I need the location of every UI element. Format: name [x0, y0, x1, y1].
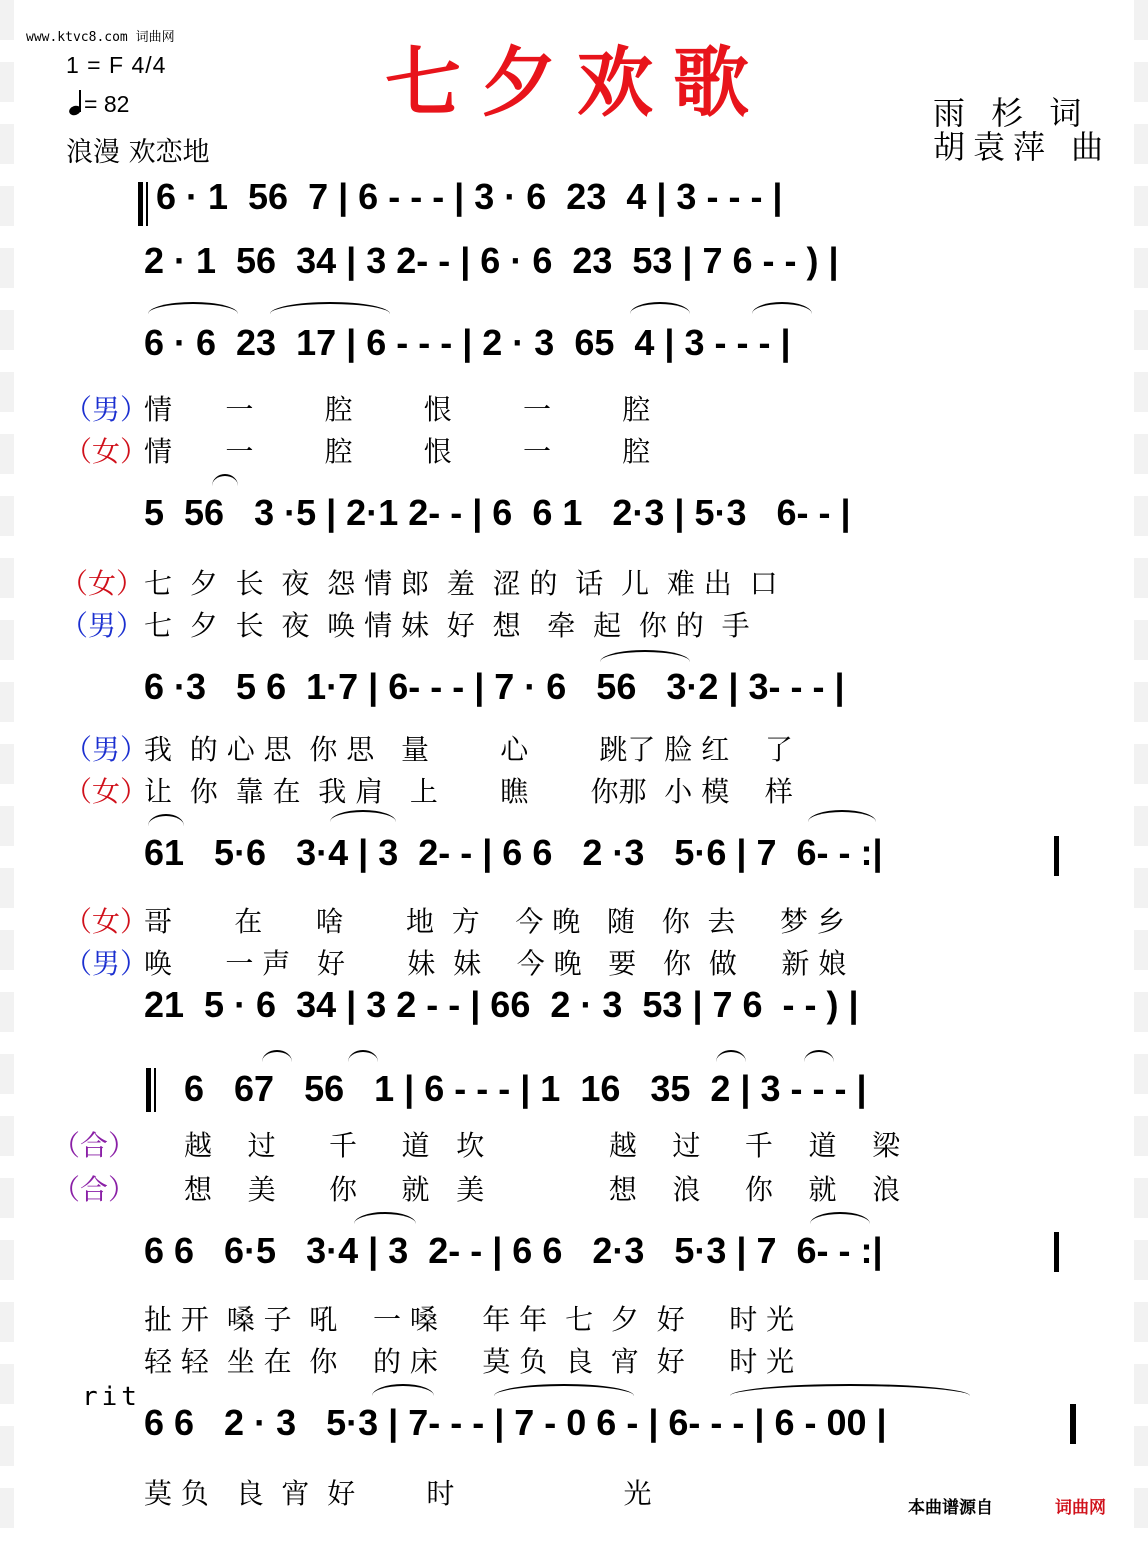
tempo: [66, 90, 129, 118]
final-barline: [1070, 1404, 1076, 1444]
slur: [810, 1212, 870, 1224]
lyric-line: 扯 开 嗓 子 吼 一 嗓 年 年 七 夕 好 时 光: [144, 1303, 795, 1336]
score-row-6: 61 5·6 3·4 | 3 2- - | 6 6 2 ·3 5·6 | 7 6- - :|: [144, 832, 883, 873]
label-female: （女）: [64, 435, 149, 468]
score-row-2: 2 · 1 56 34 | 3 2- - | 6 · 6 23 53 | 7 6 - - ) |: [144, 240, 839, 281]
repeat-start-thin-barline: [146, 182, 148, 226]
slur: [330, 810, 396, 822]
repeat-start-thin-barline: [154, 1068, 156, 1112]
lyric-line: 唤 一 声 好 妹 妹 今 晚 要 你 做 新 娘: [144, 947, 847, 980]
slur: [808, 810, 876, 822]
slur: [354, 1212, 416, 1224]
label-chorus: （合）: [52, 1173, 137, 1206]
repeat-start-barline: [146, 1068, 151, 1112]
right-watermark-strip: [1134, 0, 1148, 1541]
score-row-10: 6 6 2 · 3 5·3 | 7- - - | 7 - 0 6 - | 6- - - | 6 - 00 |: [144, 1402, 887, 1443]
lyric-line: 让 你 靠 在 我 肩 上 瞧 你那 小 模 样: [144, 775, 793, 808]
score-row-8: 6 67 56 1 | 6 - - - | 1 16 35 2 | 3 - - - |: [184, 1068, 867, 1109]
performance-style: 浪漫 欢恋地: [66, 137, 210, 168]
source-site: 词曲网: [1055, 1498, 1106, 1518]
song-title: 七夕欢歌: [385, 38, 769, 127]
site-url: www.ktvc8.com 词曲网: [26, 30, 175, 45]
key-meter: 1 = F 4/4: [66, 52, 167, 78]
slur: [212, 474, 238, 486]
score-row-5: 6 ·3 5 6 1·7 | 6- - - | 7 · 6 56 3·2 | 3- - - |: [144, 666, 845, 707]
slur: [148, 302, 238, 314]
source-label: 本曲谱源自: [908, 1498, 993, 1518]
score-row-3: 6 · 6 23 17 | 6 - - - | 2 · 3 65 4 | 3 - - - |: [144, 322, 791, 363]
lyricist-credit: 雨 杉 词: [933, 94, 1090, 132]
slur: [148, 814, 184, 826]
slur: [752, 302, 812, 314]
lyric-line: 情 一 腔 恨 一 腔: [144, 435, 651, 468]
lyric-line: 七 夕 长 夜 唤 情 妹 好 想 牵 起 你 的 手: [144, 609, 750, 642]
tempo-value: = 82: [84, 91, 130, 117]
slur: [716, 1050, 746, 1062]
slur: [270, 302, 390, 314]
tie: [494, 1384, 634, 1396]
lyric-line: 我 的 心 思 你 思 量 心 跳了 脸 红 了: [144, 733, 793, 766]
score-row-1: 6 · 1 56 7 | 6 - - - | 3 · 6 23 4 | 3 - - - |: [156, 176, 783, 217]
tie: [730, 1384, 970, 1396]
lyric-line: 哥 在 啥 地 方 今 晚 随 你 去 梦 乡: [144, 905, 845, 938]
lyric-line: 轻 轻 坐 在 你 的 床 莫 负 良 宵 好 时 光: [144, 1345, 795, 1378]
lyric-line: 想 美 你 就 美 想 浪 你 就 浪: [184, 1173, 901, 1206]
label-male: （男）: [64, 947, 149, 980]
lyric-line: 莫 负 良 宵 好 时 光: [144, 1477, 652, 1510]
quarter-note-icon: [66, 90, 84, 116]
score-row-9: 6 6 6·5 3·4 | 3 2- - | 6 6 2·3 5·3 | 7 6- - :|: [144, 1230, 883, 1271]
label-male: （男）: [60, 609, 145, 642]
composer-credit: 胡袁萍 曲: [933, 128, 1112, 166]
lyric-line: 越 过 千 道 坎 越 过 千 道 梁: [184, 1129, 901, 1162]
label-female: （女）: [64, 775, 149, 808]
left-watermark-strip: [0, 0, 14, 1541]
lyric-line: 情 一 腔 恨 一 腔: [144, 393, 651, 426]
slur: [372, 1384, 434, 1396]
slur: [348, 1050, 378, 1062]
score-row-4: 5 56 3 ·5 | 2·1 2- - | 6 6 1 2·3 | 5·3 6- - |: [144, 492, 851, 533]
slur: [262, 1050, 292, 1062]
label-female: （女）: [64, 905, 149, 938]
label-male: （男）: [64, 393, 149, 426]
slur: [630, 302, 690, 314]
repeat-end-barline: [1054, 836, 1059, 876]
label-female: （女）: [60, 567, 145, 600]
ritardando-mark: rit: [82, 1382, 141, 1412]
score-row-7: 21 5 · 6 34 | 3 2 - - | 66 2 · 3 53 | 7 6 - - ) |: [144, 984, 859, 1025]
repeat-start-barline: [138, 182, 143, 226]
slur: [600, 650, 690, 662]
label-chorus: （合）: [52, 1129, 137, 1162]
slur: [804, 1050, 834, 1062]
repeat-end-barline: [1054, 1232, 1059, 1272]
label-male: （男）: [64, 733, 149, 766]
lyric-line: 七 夕 长 夜 怨 情 郎 羞 涩 的 话 儿 难 出 口: [144, 567, 778, 600]
